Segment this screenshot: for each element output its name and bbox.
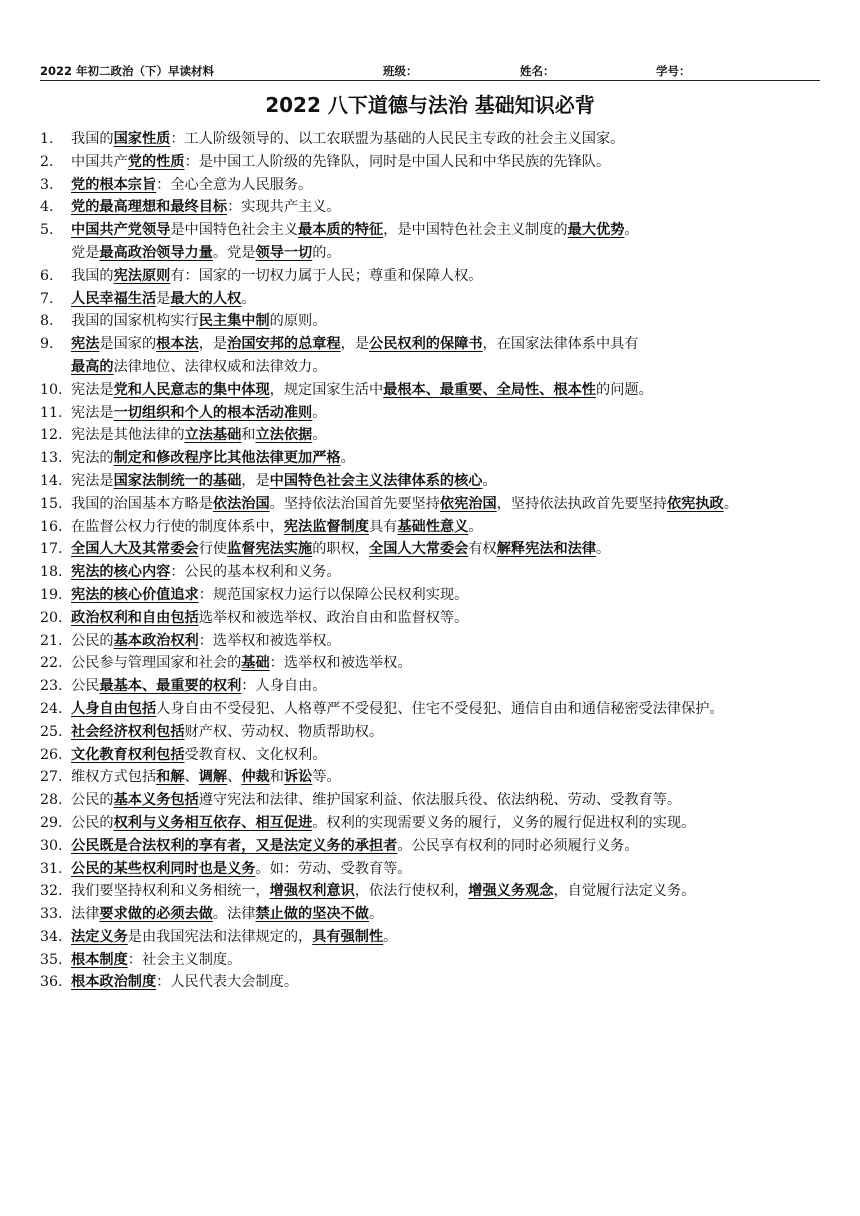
text-segment: 公民 (71, 678, 100, 695)
key-term: 国家法制统一的基础 (113, 472, 242, 489)
text-segment: 、 (227, 769, 242, 786)
key-term: 宪法监督制度 (283, 518, 369, 535)
item-text (71, 288, 822, 311)
list-item (40, 835, 822, 858)
text-segment: 有权 (468, 541, 497, 558)
item-text (71, 310, 822, 333)
key-term: 根本政治制度 (71, 974, 157, 991)
key-term: 立法基础 (184, 427, 242, 444)
text-segment: 和 (241, 427, 256, 444)
item-text (71, 151, 822, 174)
item-number: 31. (40, 860, 63, 877)
page-header (40, 60, 820, 81)
text-segment: ，在国家法律体系中具有 (482, 336, 639, 353)
text-segment: 、 (184, 769, 199, 786)
item-number: 35. (40, 951, 63, 968)
text-segment: 中国共产 (71, 153, 128, 170)
text-segment: ，坚持依法执政首先要坚持 (496, 495, 667, 512)
text-segment: 。党是 (212, 244, 256, 261)
text-segment: 。 (596, 541, 611, 558)
key-term: 全国人大及其常委会 (71, 541, 199, 558)
key-term: 最高的 (71, 358, 114, 375)
key-term: 治国安邦的总章程 (227, 336, 341, 353)
list-item (40, 219, 822, 265)
text-segment: 是国家的 (99, 336, 157, 353)
list-item (40, 310, 822, 333)
text-segment: 行使 (198, 541, 228, 558)
text-segment: ：人身自由。 (241, 678, 327, 695)
item-number: 23. (40, 678, 63, 695)
text-segment: 的原则。 (269, 313, 327, 330)
item-number: 9. (40, 336, 54, 353)
key-term: 宪法的核心内容 (71, 564, 171, 581)
list-item (40, 379, 822, 402)
text-segment: ，是中国特色社会主义制度的 (383, 222, 568, 239)
key-term: 和解 (156, 769, 185, 786)
item-number: 15. (40, 495, 63, 512)
text-segment: 宪法是其他法律的 (71, 427, 185, 444)
item-number: 24. (40, 700, 63, 717)
item-number: 32. (40, 883, 63, 900)
item-number: 16. (40, 518, 63, 535)
list-item (40, 744, 822, 767)
text-segment: 等。 (312, 769, 341, 786)
item-number: 2. (40, 153, 54, 170)
list-item (40, 652, 822, 675)
list-item (40, 721, 822, 744)
item-number: 12. (40, 427, 63, 444)
key-term: 增强义务观念 (468, 883, 554, 900)
list-item (40, 288, 822, 311)
text-segment: ，是 (241, 472, 270, 489)
text-segment: 受教育权、文化权利。 (184, 746, 327, 763)
text-segment: ：社会主义制度。 (127, 951, 242, 968)
text-segment: ：规范国家权力运行以保障公民权利实现。 (198, 586, 469, 603)
key-term: 调解 (198, 769, 228, 786)
text-segment: 财产权、劳动权、物质帮助权。 (184, 723, 384, 740)
text-segment: ：工人阶级领导的、以工农联盟为基础的人民民主专政的社会主义国家。 (170, 131, 625, 147)
text-segment: ：实现共产主义。 (227, 199, 341, 216)
key-term: 根本法 (156, 336, 199, 353)
text-segment: 宪法的 (71, 450, 114, 467)
list-item (40, 630, 822, 653)
list-item (40, 584, 822, 607)
key-term: 党的根本宗旨 (71, 176, 157, 193)
key-term: 要求做的必须去做 (99, 906, 213, 923)
list-item (40, 402, 822, 425)
item-number: 30. (40, 837, 63, 854)
key-term: 文化教育权利包括 (71, 746, 185, 763)
text-segment: 是由我国宪法和法律规定的， (127, 928, 313, 945)
list-item (40, 424, 822, 447)
text-segment: 法律 (71, 906, 100, 923)
key-term: 解释宪法和法律 (496, 541, 597, 558)
item-number: 28. (40, 792, 63, 809)
item-text (71, 903, 822, 926)
item-number: 33. (40, 906, 63, 923)
page-title: 2022 八下道德与法治 基础知识必背 (265, 93, 595, 117)
item-text (71, 196, 822, 219)
key-term: 依宪执政 (666, 495, 724, 512)
item-text (71, 493, 822, 516)
key-term: 国家性质 (113, 131, 171, 147)
text-segment: ，是 (198, 336, 228, 353)
text-segment: 。 (340, 450, 355, 467)
text-segment: ：全心全意为人民服务。 (156, 176, 313, 193)
key-term: 基础 (241, 655, 270, 672)
item-text (71, 652, 822, 675)
name-label: 姓名： (520, 64, 555, 78)
list-item (40, 858, 822, 881)
text-segment: 公民参与管理国家和社会的 (71, 655, 242, 672)
text-segment: 宪法是 (71, 404, 114, 421)
item-number: 10. (40, 381, 63, 398)
key-term: 法定义务 (71, 928, 128, 945)
list-item (40, 903, 822, 926)
text-segment: ：选举权和被选举权。 (269, 655, 412, 672)
list-item (40, 516, 822, 539)
item-text (71, 880, 822, 903)
item-text (71, 835, 822, 858)
text-segment: 是中国特色社会主义 (170, 222, 299, 239)
list-item (40, 561, 822, 584)
text-segment: 宪法是 (71, 381, 114, 398)
text-segment: 。如：劳动、受教育等。 (255, 860, 412, 877)
key-term: 依宪治国 (439, 495, 497, 512)
item-text (71, 812, 822, 835)
text-segment: ：是中国工人阶级的先锋队，同时是中国人民和中华民族的先锋队。 (184, 153, 611, 170)
text-segment: 有：国家的一切权力属于人民；尊重和保障人权。 (170, 267, 483, 284)
list-item (40, 447, 822, 470)
item-text (71, 766, 822, 789)
item-number: 21. (40, 632, 63, 649)
text-segment: 法律地位、法律权威和法律效力。 (113, 358, 327, 375)
text-segment: 。 (241, 290, 256, 307)
text-segment: 我国的国家机构实行 (71, 313, 199, 330)
list-item (40, 607, 822, 630)
key-term: 最大的人权 (170, 290, 242, 307)
text-segment: ，是 (340, 336, 370, 353)
key-term: 最根本、最重要、全局性、根本性 (383, 381, 596, 398)
key-term: 最高政治领导力量 (99, 244, 213, 261)
key-term: 全国人大常委会 (369, 541, 469, 558)
item-number: 13. (40, 450, 63, 467)
item-text (71, 561, 822, 584)
text-segment: 。公民享有权利的同时必须履行义务。 (397, 837, 639, 854)
text-segment: 的问题。 (596, 381, 653, 398)
item-number: 25. (40, 723, 63, 740)
key-term: 党的性质 (127, 153, 185, 170)
item-text (71, 607, 822, 630)
key-term: 中国共产党领导 (71, 222, 171, 239)
item-number: 22. (40, 655, 63, 672)
list-item (40, 675, 822, 698)
key-term: 公民的某些权利同时也是义务 (71, 860, 256, 877)
item-number: 17. (40, 541, 63, 558)
key-term: 中国特色社会主义法律体系的核心 (269, 472, 483, 489)
item-number: 27. (40, 769, 63, 786)
text-segment: 。 (383, 928, 398, 945)
item-text (71, 470, 822, 493)
text-segment: 。权利的实现需要义务的履行，义务的履行促进权利的实现。 (312, 814, 696, 831)
key-term: 公民既是合法权利的享有者，又是法定义务的承担者 (71, 837, 398, 854)
list-item (40, 470, 822, 493)
list-item (40, 766, 822, 789)
text-segment: ，规定国家生活中 (269, 381, 384, 398)
item-text (71, 538, 822, 561)
text-segment: 公民的 (71, 632, 114, 649)
item-text (71, 721, 822, 744)
key-term: 权利与义务相互依存、相互促进 (113, 814, 313, 831)
list-item (40, 196, 822, 219)
item-text (71, 949, 822, 972)
key-term: 基础性意义 (397, 518, 469, 535)
item-text (71, 128, 822, 151)
key-term: 人民幸福生活 (71, 290, 157, 307)
item-text (71, 219, 822, 265)
text-segment: 遵守宪法和法律、维护国家利益、依法服兵役、依法纳税、劳动、受教育等。 (198, 792, 682, 809)
item-text (71, 174, 822, 197)
document-label: 2022 年初二政治（下）早读材料 (40, 64, 215, 78)
key-term: 公民权利的保障书 (369, 336, 483, 353)
item-number: 4. (40, 199, 54, 216)
item-number: 11. (40, 404, 63, 421)
text-segment: 人身自由不受侵犯、人格尊严不受侵犯、住宅不受侵犯、通信自由和通信秘密受法律保护。 (156, 700, 724, 717)
text-segment: 我国的 (71, 267, 114, 284)
text-segment: ：公民的基本权利和义务。 (170, 564, 341, 581)
text-segment: 具有 (368, 518, 398, 535)
item-text (71, 424, 822, 447)
item-number: 29. (40, 814, 63, 831)
text-segment: ，自觉履行法定义务。 (553, 883, 696, 900)
key-term: 基本政治权利 (113, 632, 199, 649)
text-segment: 和 (269, 769, 284, 786)
key-term: 社会经济权利包括 (71, 723, 185, 740)
text-segment: 。 (312, 427, 327, 444)
key-term: 人身自由包括 (71, 700, 157, 717)
text-segment: ，依法行使权利， (354, 883, 469, 900)
item-number: 8. (40, 313, 54, 330)
list-item (40, 698, 822, 721)
key-term: 领导一切 (255, 244, 313, 261)
item-text (71, 789, 822, 812)
item-number: 3. (40, 176, 54, 193)
key-term: 具有强制性 (312, 928, 384, 945)
item-text (71, 858, 822, 881)
item-number: 7. (40, 290, 54, 307)
item-number: 1. (40, 131, 54, 147)
text-segment: ：选举权和被选举权。 (198, 632, 341, 649)
key-term: 基本义务包括 (113, 792, 199, 809)
key-term: 宪法 (71, 336, 100, 353)
key-term: 党和人民意志的集中体现 (113, 381, 270, 398)
key-term: 党的最高理想和最终目标 (71, 199, 228, 216)
list-item (40, 333, 822, 379)
item-text (71, 379, 822, 402)
key-term: 最大优势 (567, 222, 625, 239)
text-segment: 维权方式包括 (71, 769, 157, 786)
list-item (40, 493, 822, 516)
list-item (40, 265, 822, 288)
item-text (71, 516, 822, 539)
item-text (71, 971, 822, 994)
list-item (40, 538, 822, 561)
key-term: 政治权利和自由包括 (71, 609, 199, 626)
item-number: 26. (40, 746, 63, 763)
key-term: 监督宪法实施 (227, 541, 313, 558)
list-item (40, 174, 822, 197)
item-text (71, 265, 822, 288)
key-term: 民主集中制 (198, 313, 270, 330)
knowledge-list (40, 128, 822, 994)
item-number: 20. (40, 609, 63, 626)
list-item (40, 949, 822, 972)
text-segment: 的职权， (312, 541, 369, 558)
text-segment: 我国的 (71, 131, 114, 147)
item-text (71, 584, 822, 607)
list-item (40, 971, 822, 994)
item-text (71, 698, 822, 721)
key-term: 诉讼 (283, 769, 313, 786)
key-term: 禁止做的坚决不做 (255, 906, 369, 923)
item-text (71, 630, 822, 653)
student-number-label: 学号： (656, 64, 691, 78)
text-segment: 选举权和被选举权、政治自由和监督权等。 (198, 609, 469, 626)
item-number: 34. (40, 928, 63, 945)
item-number: 19. (40, 586, 63, 603)
item-number: 5. (40, 222, 54, 239)
key-term: 一切组织和个人的根本活动准则 (113, 404, 313, 421)
class-label: 班级： (383, 64, 418, 78)
list-item (40, 926, 822, 949)
key-term: 最本质的特征 (298, 222, 384, 239)
text-segment: 。 (482, 472, 497, 489)
text-segment: 我国的治国基本方略是 (71, 495, 213, 512)
item-text (71, 402, 822, 425)
item-number: 6. (40, 267, 54, 284)
text-segment: 我们要坚持权利和义务相统一， (71, 883, 270, 900)
list-item (40, 789, 822, 812)
item-number: 14. (40, 472, 63, 489)
item-text (71, 447, 822, 470)
item-text (71, 675, 822, 698)
key-term: 增强权利意识 (269, 883, 355, 900)
text-segment: 的。 (312, 244, 341, 261)
list-item (40, 151, 822, 174)
key-term: 立法依据 (255, 427, 313, 444)
key-term: 根本制度 (71, 951, 128, 968)
text-segment: ：人民代表大会制度。 (156, 974, 299, 991)
text-segment: 。 (723, 495, 738, 512)
key-term: 依法治国 (212, 495, 270, 512)
key-term: 宪法原则 (113, 267, 171, 284)
list-item (40, 128, 822, 151)
list-item (40, 880, 822, 903)
text-segment: 。 (312, 404, 327, 421)
text-segment: 。 党是 (71, 222, 639, 261)
item-number: 36. (40, 974, 63, 991)
text-segment: 。 (369, 906, 384, 923)
key-term: 宪法的核心价值追求 (71, 586, 199, 603)
text-segment: 公民的 (71, 814, 114, 831)
item-text (71, 926, 822, 949)
text-segment: 。法律 (212, 906, 256, 923)
item-number: 18. (40, 564, 63, 581)
key-term: 制定和修改程序比其他法律更加严格 (113, 450, 341, 467)
text-segment: 是 (156, 290, 171, 307)
text-segment: 。 (468, 518, 483, 535)
item-text (71, 333, 822, 379)
text-segment: 。坚持依法治国首先要坚持 (269, 495, 440, 512)
item-text (71, 744, 822, 767)
key-term: 仲裁 (241, 769, 270, 786)
text-segment: 公民的 (71, 792, 114, 809)
key-term: 最基本、最重要的权利 (99, 678, 242, 695)
text-segment: 在监督公权力行使的制度体系中， (71, 518, 284, 535)
text-segment: 宪法是 (71, 472, 114, 489)
list-item (40, 812, 822, 835)
